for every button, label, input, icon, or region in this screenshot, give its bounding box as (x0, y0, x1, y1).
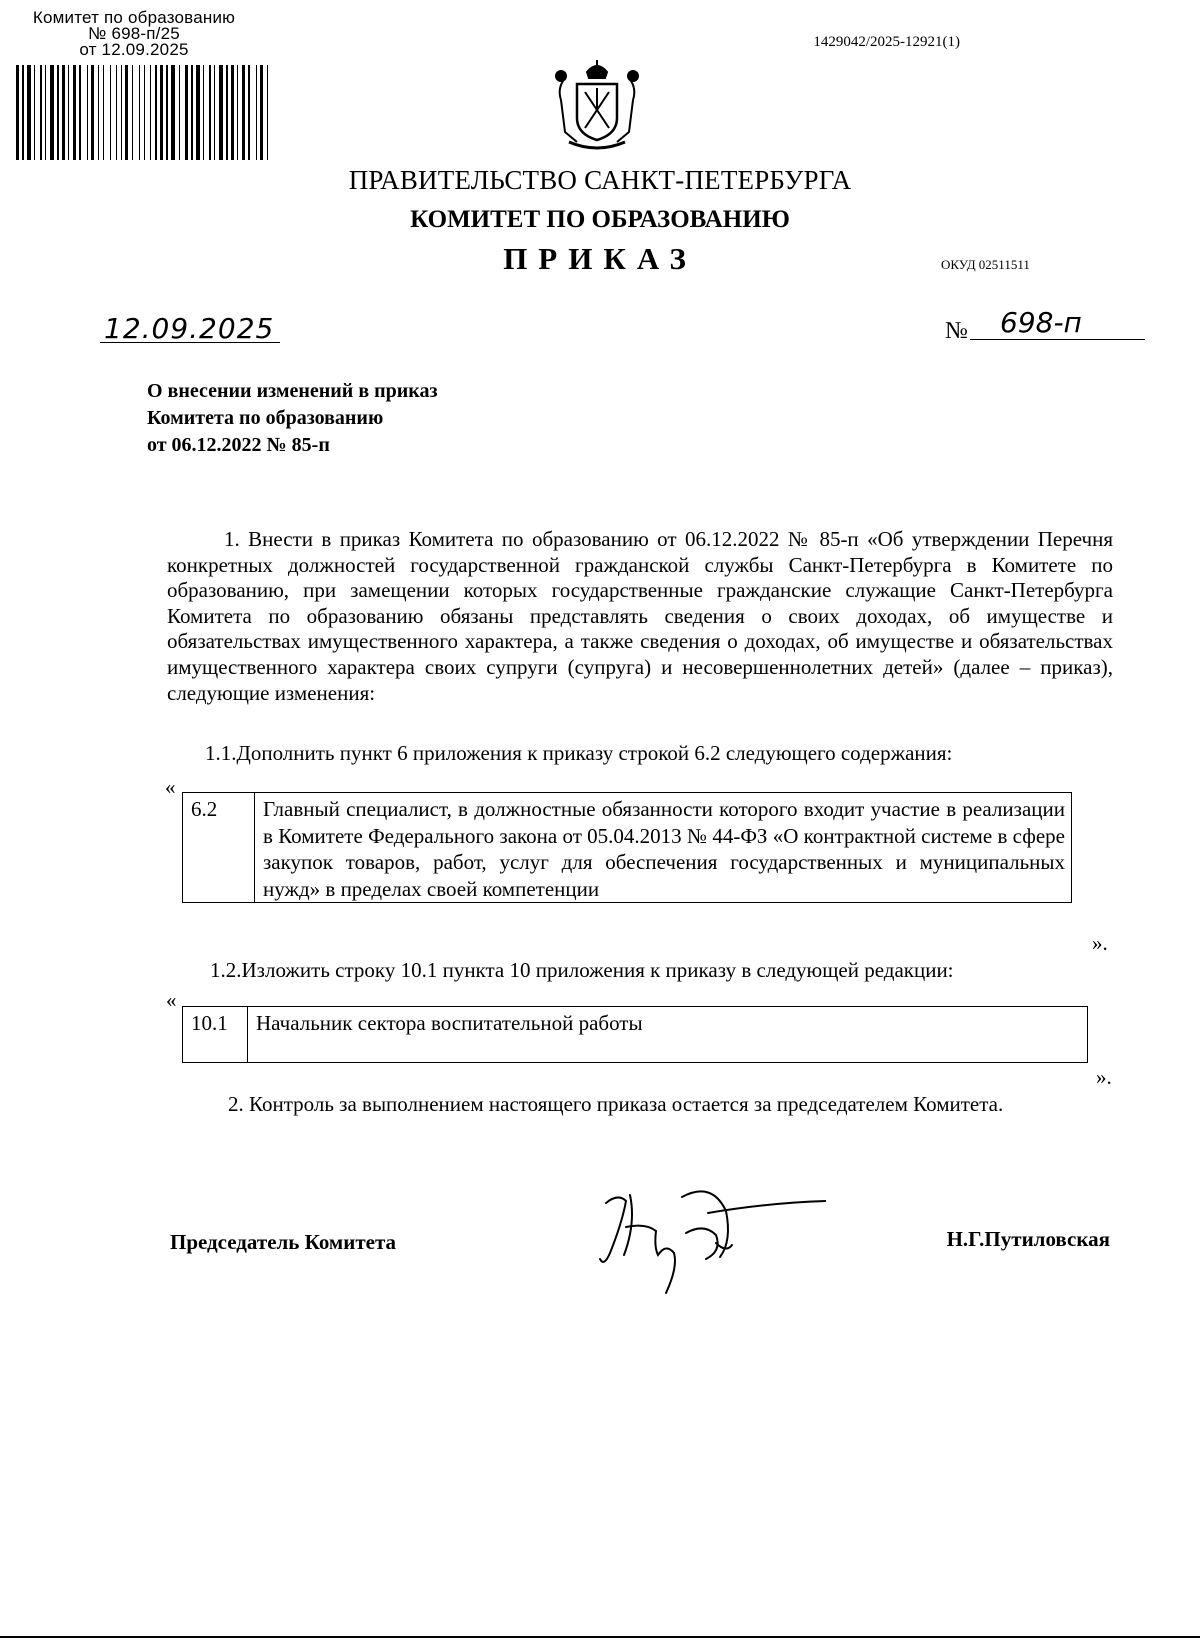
government-title: ПРАВИТЕЛЬСТВО САНКТ-ПЕТЕРБУРГА (348, 165, 852, 195)
barcode-bar (185, 65, 188, 160)
barcode-bar (98, 65, 99, 160)
order-subject (147, 378, 438, 459)
barcode-bar (103, 65, 104, 160)
quote-close: ». (1092, 931, 1108, 955)
quote-open: « (165, 775, 176, 799)
subject-line: Комитета по образованию (147, 407, 384, 429)
order-number-label: № (945, 318, 968, 344)
item-1-paragraph: 1. Внести в приказ Комитета по образованию от 06.12.2022 № 85-п «Об утверждении Перечня конкретных должностей государственной гражданской службы Санкт-Петербурга в Комитете по образованию, при замещении которых государственные гражданские служащие Санкт-Петербурга Комитета по образованию обязаны представлять сведения о своих доходах, об имуществе и обязательствах имущественного характера, а также сведения о доходах, об имуществе и обязательствах имущественного характера своих супруги (супруга) и несовершеннолетних детей» (далее – приказ), следующие изменения: (167, 527, 1113, 705)
barcode-bar (34, 65, 35, 160)
barcode-bar (203, 65, 204, 160)
barcode-bar (150, 65, 151, 160)
barcode-bar (110, 65, 111, 160)
signer-name: Н.Г.Путиловская (946, 1227, 1110, 1251)
table-cell-number: 10.1 (183, 1007, 248, 1063)
stamp-committee: Комитет по образованию (32, 8, 236, 27)
coat-of-arms-emblem (546, 58, 648, 154)
barcode-bar (87, 65, 88, 160)
barcode-bar (132, 65, 133, 160)
barcode-bar (179, 65, 180, 160)
table-cell-position: Главный специалист, в должностные обязанности которого входит участие в реализации в Комитете Федерального закона от 05.04.2013 № 44-ФЗ «О контрактной системе в сфере закупок товаров, работ, услуг для обеспечения государственных и муниципальных нужд» в пределах своей компетенции (255, 793, 1072, 903)
subject-line: О внесении изменений в приказ (147, 380, 438, 402)
registration-number: 1429042/2025-12921(1) (813, 34, 960, 50)
table-cell-number: 6.2 (183, 793, 255, 903)
barcode-bar (171, 65, 175, 160)
document-type-title: ПРИКАЗ (503, 241, 697, 276)
barcode-bar (196, 65, 200, 160)
date-underline (100, 342, 280, 343)
signer-position: Председатель Комитета (170, 1230, 397, 1254)
replaced-row-table (182, 1006, 1088, 1063)
quote-close: ». (1096, 1065, 1112, 1089)
table-cell-position: Начальник сектора воспитательной работы (248, 1007, 1088, 1063)
barcode-bar (73, 65, 76, 160)
item-2-paragraph: 2. Контроль за выполнением настоящего приказа остается за председателем Комитета. (228, 1092, 1004, 1116)
table-row (183, 793, 1072, 903)
barcode-bar (160, 65, 163, 160)
number-underline (970, 339, 1145, 340)
barcode-bar (121, 65, 122, 160)
barcode-bar (50, 65, 54, 160)
stamp-date: от 12.09.2025 (79, 40, 189, 59)
inserted-row-table (182, 792, 1072, 903)
barcode-bar (191, 65, 193, 160)
subject-line: от 06.12.2022 № 85-п (147, 434, 330, 456)
stamp-number: № 698-п/25 (88, 24, 180, 43)
barcode-bar (62, 65, 65, 160)
barcode-bar (237, 65, 238, 160)
quote-open: « (166, 988, 177, 1012)
order-number: 698-п (1000, 306, 1082, 339)
barcode-bar (68, 65, 69, 160)
barcode-bar (125, 65, 128, 160)
barcode-bar (91, 65, 94, 160)
item-1-2-paragraph: 1.2.Изложить строку 10.1 пункта 10 приложения к приказу в следующей редакции: (210, 958, 954, 982)
barcode (14, 65, 274, 165)
barcode-bar (79, 65, 81, 160)
okud-code: ОКУД 02511511 (941, 257, 1030, 272)
barcode-bar (45, 65, 46, 160)
barcode-bar (260, 65, 263, 160)
barcode-bar (139, 65, 140, 160)
barcode-bar (267, 65, 268, 160)
scan-bottom-edge (0, 1636, 1200, 1638)
barcode-bar (144, 65, 145, 160)
barcode-bar (242, 65, 245, 160)
barcode-bar (57, 65, 59, 160)
barcode-bar (40, 65, 42, 160)
barcode-bar (16, 65, 19, 160)
handwritten-signature (596, 1183, 826, 1303)
item-1-1-paragraph: 1.1.Дополнить пункт 6 приложения к приказу строкой 6.2 следующего содержания: (205, 741, 953, 765)
barcode-bar (209, 65, 211, 160)
order-date: 12.09.2025 (104, 312, 275, 345)
barcode-bar (155, 65, 157, 160)
barcode-bar (22, 65, 24, 160)
barcode-bar (214, 65, 215, 160)
barcode-bar (27, 65, 31, 160)
registration-stamp (14, 10, 274, 58)
barcode-bar (219, 65, 223, 160)
committee-title: КОМИТЕТ ПО ОБРАЗОВАНИЮ (410, 206, 790, 233)
barcode-bar (231, 65, 234, 160)
barcode-bar (226, 65, 228, 160)
table-row (183, 1007, 1088, 1063)
barcode-bar (116, 65, 117, 160)
barcode-bar (248, 65, 250, 160)
barcode-bar (256, 65, 257, 160)
barcode-bar (166, 65, 168, 160)
